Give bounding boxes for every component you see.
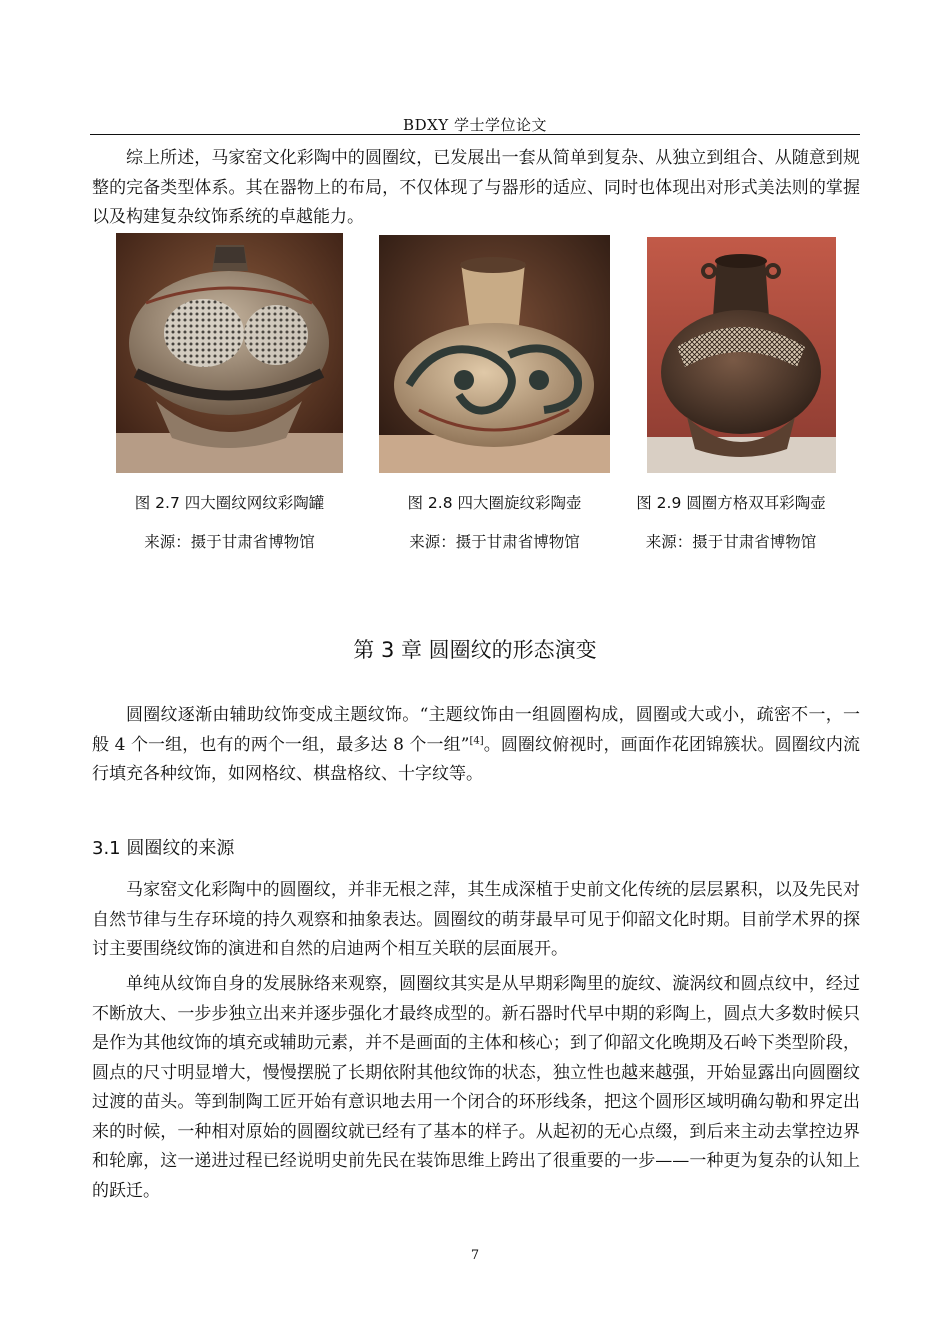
figure-2-7-source: 来源：摄于甘肃省博物馆 (144, 533, 315, 551)
figure-2-9-caption: 图 2.9 圆圈方格双耳彩陶壶 (636, 494, 826, 512)
figure-2-7-caption: 图 2.7 四大圈纹网纹彩陶罐 (134, 494, 325, 512)
chapter-paragraph (92, 701, 860, 790)
chapter-paragraph-text-cont: 。圆圈纹俯视时，画面作花团锦簇状。圆圈纹内流行填充各种纹饰，如网格纹、棋盘格纹、十字纹等。 (92, 734, 860, 784)
citation-ref: [4] (469, 734, 484, 746)
section-title: 3.1 圆圈纹的来源 (92, 838, 235, 859)
intro-paragraph: 综上所述，马家窑文化彩陶中的圆圈纹，已发展出一套从简单到复杂、从独立到组合、从随意到规整的完备类型体系。其在器物上的布局，不仅体现了与器形的适应、同时也体现出对形式美法则的掌握以及构建复杂纹饰系统的卓越能力。 (92, 148, 860, 227)
figure-2-8-caption: 图 2.8 四大圈旋纹彩陶壶 (407, 494, 582, 512)
section-paragraph-2: 单纯从纹饰自身的发展脉络来观察，圆圈纹其实是从早期彩陶里的旋纹、漩涡纹和圆点纹中，经过不断放大、一步步独立出来并逐步强化才最终成型的。新石器时代早中期的彩陶上，圆点大多数时候只是作为其他纹饰的填充或辅助元素，并不是画面的主体和核心；到了仰韶文化晚期及石岭下类型阶段，圆点的尺寸明显增大，慢慢摆脱了长期依附其他纹饰的状态，独立性也越来越强，开始显露出向圆圈纹过渡的苗头。等到制陶工匠开始有意识地去用一个闭合的环形线条，把这个圆形区域明确勾勒和界定出来的时候，一种相对原始的圆圈纹就已经有了基本的样子。从起初的无心点缀，到后来主动去掌控边界和轮廓，这一递进过程已经说明史前先民在装饰思维上跨出了很重要的一步——一种更为复杂的认知上的跃迁。 (92, 974, 860, 1201)
figure-2-8-source: 来源：摄于甘肃省博物馆 (409, 533, 580, 551)
figure-2-7-photo (116, 233, 343, 473)
chapter-paragraph-text: 圆圈纹逐渐由辅助纹饰变成主题纹饰。“主题纹饰由一组圆圈构成，圆圈或大或小，疏密不一，一般 4 个一组，也有的两个一组，最多达 8 个一组” (92, 705, 860, 755)
header-rule (90, 134, 860, 135)
figure-2-8-photo (379, 235, 610, 473)
running-header: BDXY 学士学位论文 (403, 116, 547, 134)
section-paragraph-1: 马家窑文化彩陶中的圆圈纹，并非无根之萍，其生成深植于史前文化传统的层层累积，以及先民对自然节律与生存环境的持久观察和抽象表达。圆圈纹的萌芽最早可见于仰韶文化时期。目前学术界的探讨主要围绕纹饰的演进和自然的启迪两个相互关联的层面展开。 (92, 880, 860, 959)
figure-2-9-photo (647, 237, 836, 473)
chapter-title: 第 3 章 圆圈纹的形态演变 (353, 638, 597, 662)
figure-2-9-source: 来源：摄于甘肃省博物馆 (645, 533, 817, 551)
page-number: 7 (470, 1248, 480, 1263)
